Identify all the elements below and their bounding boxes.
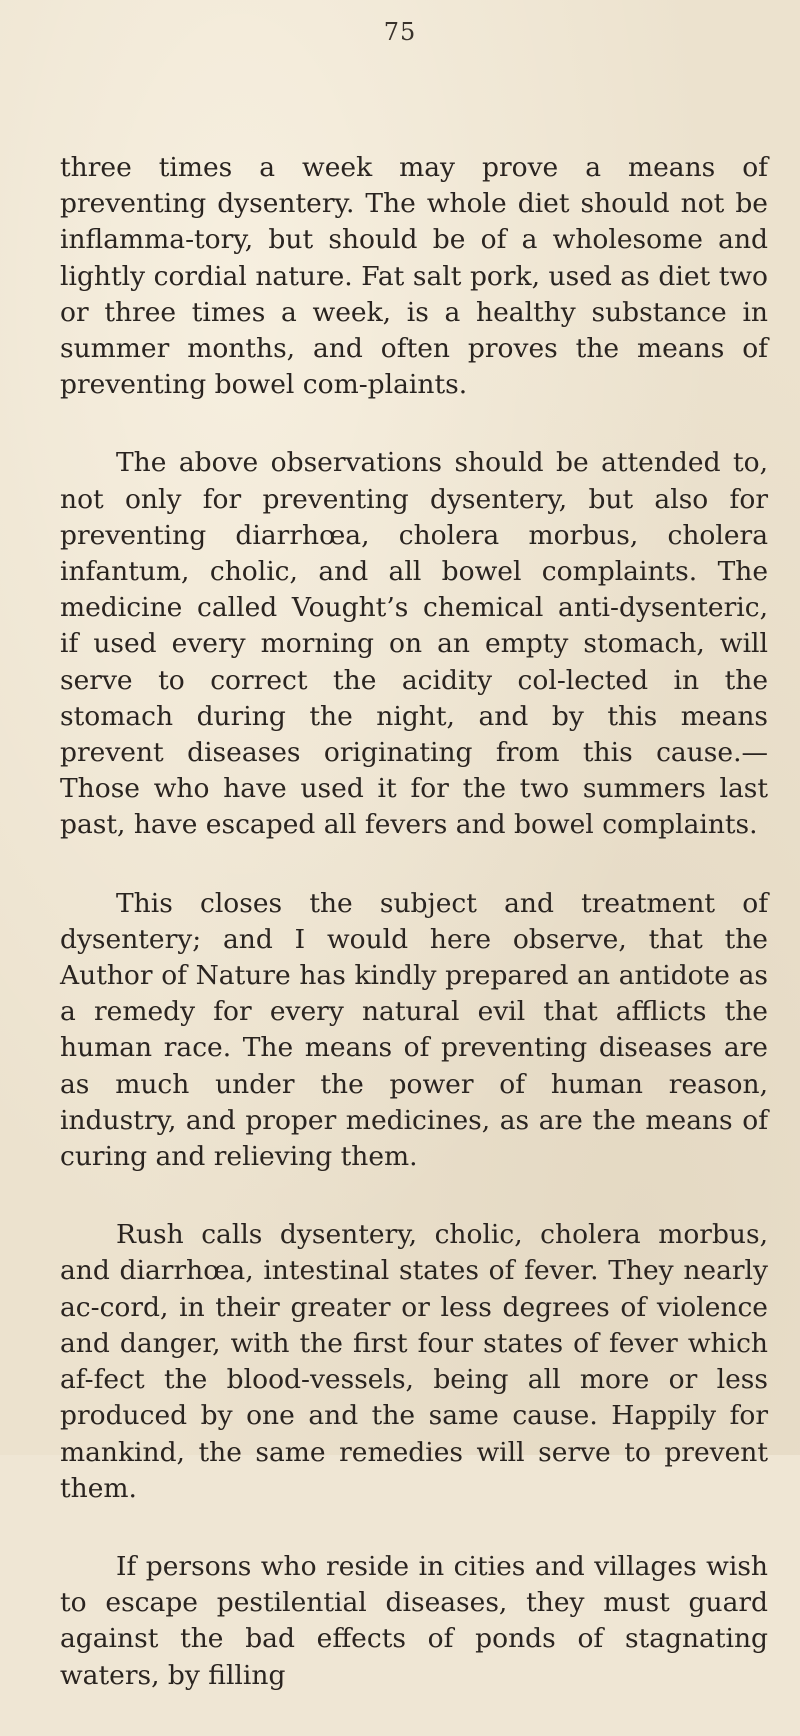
- page-body: [60, 150, 768, 1736]
- paragraph-cities-villages: If persons who reside in cities and villages wish to escape pestilential diseases, they must guard against the bad effects of ponds of stagnating waters, by filling: [60, 1550, 768, 1691]
- paragraph-continued: three times a week may prove a means of preventing dysentery. The whole diet should not be inflamma-tory, but should be of a wholesome and lightly cordial nature. Fat salt pork, used as diet two or three times a week, is a healthy substance in summer months, and often proves the means of preventing bowel com-plaints.: [60, 152, 768, 401]
- paragraph-rush: Rush calls dysentery, cholic, cholera morbus, and diarrhœa, intestinal states of fever. They nearly ac-cord, in their greater or less degrees of violence and danger, with the first four states of fever which af-fect the blood-vessels, being all more or less produced by one and the same cause. Happily for mankind, the same remedies will serve to prevent them.: [60, 1219, 768, 1504]
- page-number: 75: [383, 18, 417, 46]
- paragraph-observations: The above observations should be attended to, not only for preventing dysentery, but also for preventing diarrhœa, cholera morbus, cholera infantum, cholic, and all bowel complaints. The medicine called Vought’s chemical anti-dysenteric, if used every morning on an empty stomach, will serve to correct the acidity col-lected in the stomach during the night, and by this means prevent diseases originating from this cause.— Those who have used it for the two summers last past, have escaped all fevers and bowel complaints.: [60, 447, 768, 841]
- paragraph-closing-dysentery: This closes the subject and treatment of dysentery; and I would here observe, that the Author of Nature has kindly prepared an antidote as a remedy for every natural evil that afflicts the human race. The means of preventing diseases are as much under the power of human reason, industry, and proper medicines, as are the means of curing and relieving them.: [60, 887, 768, 1173]
